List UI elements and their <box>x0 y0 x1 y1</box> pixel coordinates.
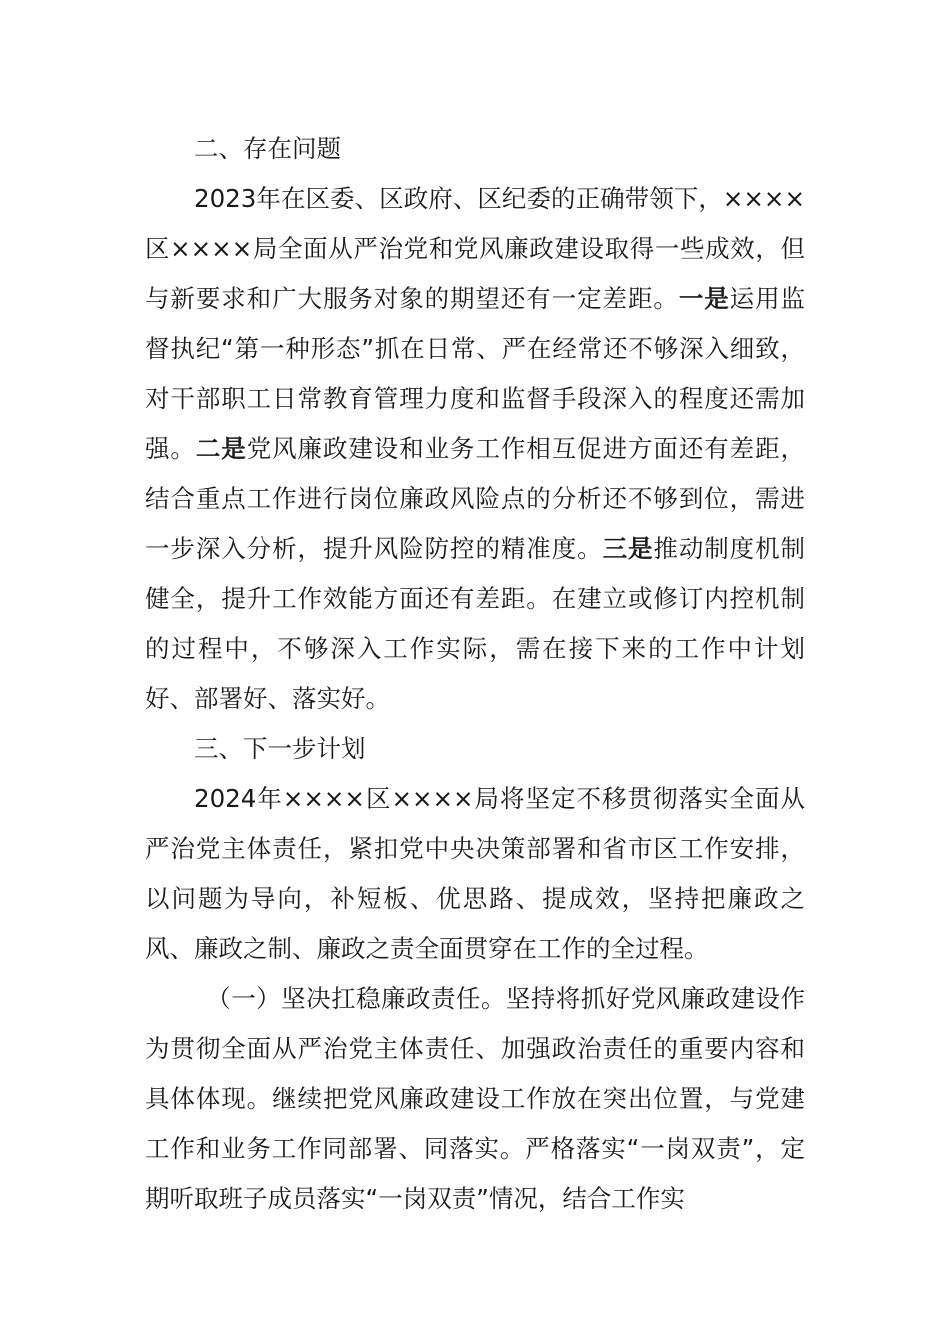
section-heading-problems: 二、存在问题 <box>194 134 341 163</box>
subsection-responsibility: （一）坚决扛稳廉政责任。坚持将抓好党风廉政建设作为贯彻全面从严治党主体责任、加强政治责任的重要内容和具体体现。继续把党风廉政建设工作放在突出位置，与党建工作和业务工作同部署、同落实。严格落实“一岗双责”，定期听取班子成员落实“一岗双责”情况，结合工作实 <box>145 984 805 1213</box>
paragraph-problems <box>145 174 805 724</box>
paragraph-plan: 2024年××××区××××局将坚定不移贯彻落实全面从严治党主体责任，紧扣党中央决策部署和省市区工作安排，以问题为导向，补短板、优思路、提成效，坚持把廉政之风、廉政之制、廉政之责全面贯穿在工作的全过程。 <box>145 784 805 963</box>
document-body <box>145 124 805 1224</box>
point-label-2: 二是 <box>195 434 247 463</box>
point-label-3: 三是 <box>602 534 654 563</box>
section-heading-plan: 三、下一步计划 <box>194 734 366 763</box>
problems-intro: 2023年在区委、区政府、区纪委的正确带领下，××××区××××局全面从严治党和党风廉政建设取得一些成效，但与新要求和广大服务对象的期望还有一定差距。 <box>145 184 805 313</box>
point-label-1: 一是 <box>678 284 730 313</box>
point-text-2: 党风廉政建设和业务工作相互促进方面还有差距，结合重点工作进行岗位廉政风险点的分析还不够到位，需进一步深入分析，提升风险防控的精准度。 <box>145 434 806 563</box>
point-text-3: 推动制度机制健全，提升工作效能方面还有差距。在建立或修订内控机制的过程中，不够深入工作实际，需在接下来的工作中计划好、部署好、落实好。 <box>145 534 806 713</box>
point-text-1: 运用监督执纪“第一种形态”抓在日常、严在经常还不够深入细致，对干部职工日常教育管理力度和监督手段深入的程度还需加强。 <box>145 284 806 463</box>
